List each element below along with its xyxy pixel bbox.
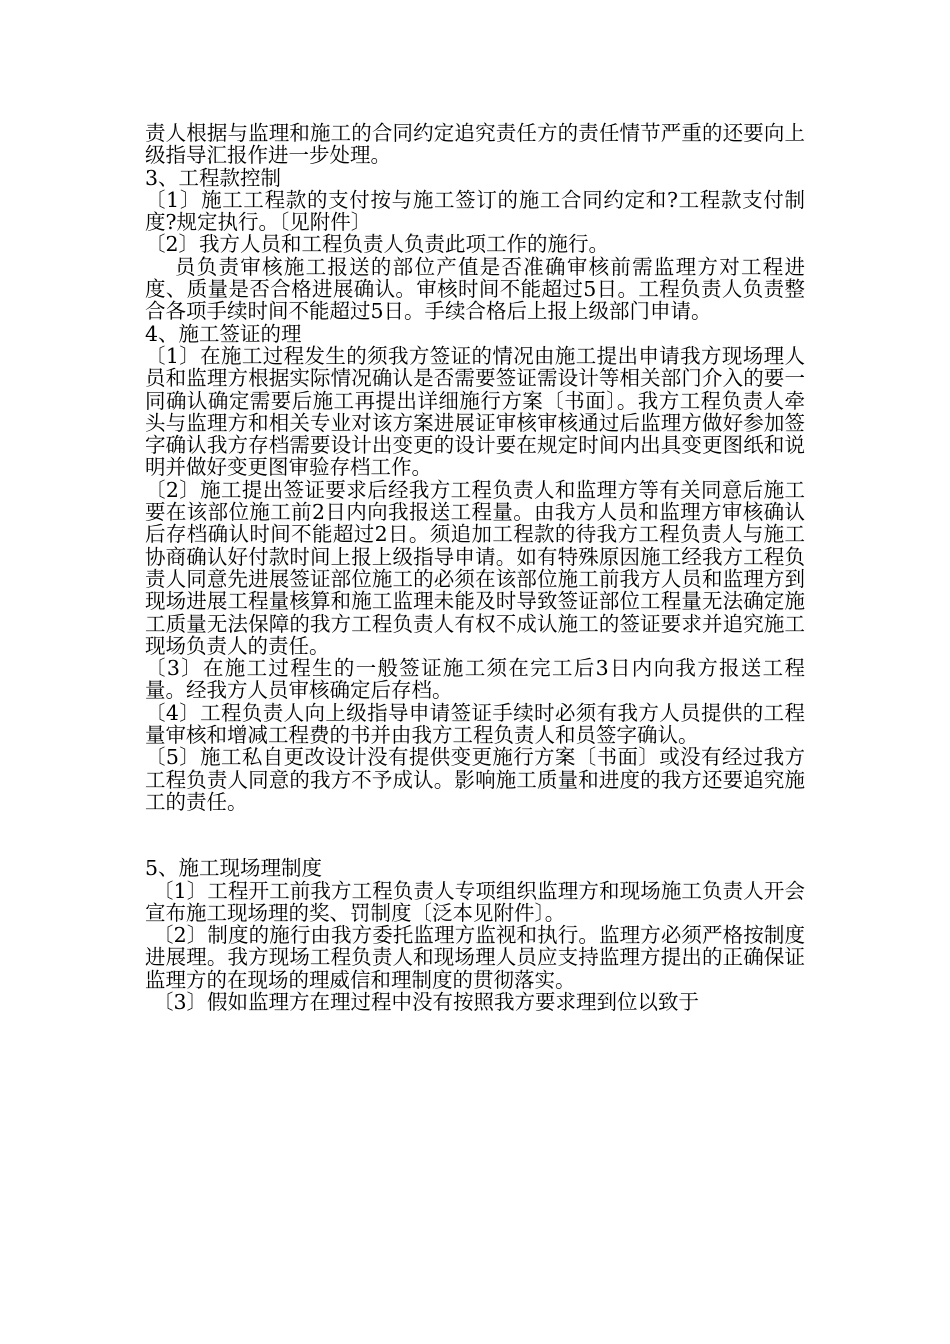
paragraph-5-1: 〔1〕工程开工前我方工程负责人专项组织监理方和现场施工负责人开会宣布施工现场理的奖、罚制度〔泛本见附件〕。: [145, 878, 805, 925]
section-heading-3: 3、工程款控制: [145, 165, 282, 190]
section-heading-5: 5、施工现场理制度: [145, 856, 323, 881]
paragraph-4-2: 〔2〕施工提出签证要求后经我方工程负责人和监理方等有关同意后施工要在该部位施工前2日内向我报送工程量。由我方人员和监理方审核确认后存档确认时间不能超过2日。须追加工程款的待我方工程负责人与施工协商确认好付款时间上报上级指导申请。如有特殊原因施工经我方工程负责人同意先进展签证部位施工的必须在该部位施工前我方人员和监理方到现场进展工程量核算和施工监理未能及时导致签证部位工程量无法确定施工质量无法保障的我方工程负责人有权不成认施工的签证要求并追究施工现场负责人的责任。: [145, 477, 805, 658]
paragraph-4-1: 〔1〕在施工过程发生的须我方签证的情况由施工提出申请我方现场理人员和监理方根据实际情况确认是否需要签证需设计等相关部门介入的要一同确认确定需要后施工再提出详细施行方案〔书面〕。我方工程负责人牵头与监理方和相关专业对该方案进展证审核审核通过后监理方做好参加签字确认我方存档需要设计出变更的设计要在规定时间内出具变更图纸和说明并做好变更图审验存档工作。: [145, 343, 805, 480]
paragraph-5-3: 〔3〕假如监理方在理过程中没有按照我方要求理到位以致于: [153, 989, 700, 1014]
paragraph-4-3: 〔3〕在施工过程生的一般签证施工须在完工后3日内向我方报送工程量。经我方人员审核确定后存档。: [145, 656, 805, 703]
paragraph-gap: [145, 813, 805, 857]
paragraph-5-2: 〔2〕制度的施行由我方委托监理方监视和执行。监理方必须严格按制度进展理。我方现场工程负责人和现场理人员应支持监理方提出的正确保证监理方的在现场的理威信和理制度的贯彻落实。: [145, 923, 805, 992]
paragraph-3-3: 员负责审核施工报送的部位产值是否准确审核前需监理方对工程进度、质量是否合格进展确认。审核时间不能超过5日。工程负责人负责整合各项手续时间不能超过5日。手续合格后上报上级部门申请。: [145, 254, 805, 324]
section-heading-4: 4、施工签证的理: [145, 321, 302, 346]
document-page: [145, 122, 805, 1013]
paragraph-3-2: 〔2〕我方人员和工程负责人负责此项工作的施行。: [145, 232, 610, 257]
paragraph-3-1: 〔1〕施工工程款的支付按与施工签订的施工合同约定和?工程款支付制度?规定执行。〔见附件〕: [145, 187, 805, 235]
paragraph-continuation: 责人根据与监理和施工的合同约定追究责任方的责任情节严重的还要向上级指导汇报作进一步处理。: [145, 121, 805, 168]
paragraph-4-5: 〔5〕施工私自更改设计没有提供变更施行方案〔书面〕或没有经过我方工程负责人同意的我方不予成认。影响施工质量和进度的我方还要追究施工的责任。: [145, 745, 805, 814]
paragraph-4-4: 〔4〕工程负责人向上级指导申请签证手续时必须有我方人员提供的工程量审核和增减工程费的书并由我方工程负责人和员签字确认。: [145, 700, 805, 748]
